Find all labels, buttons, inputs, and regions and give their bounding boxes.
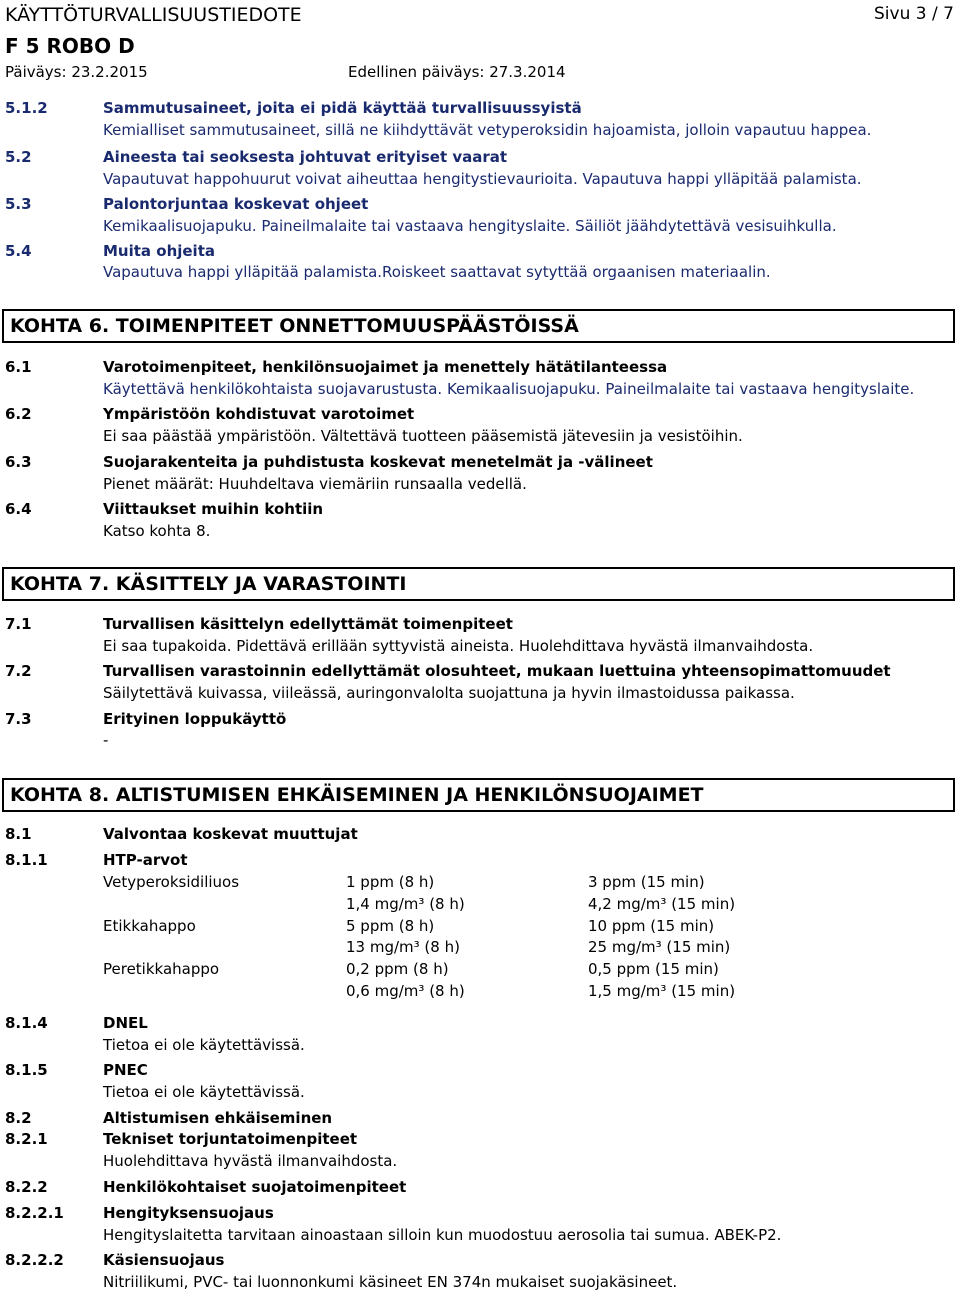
item-title: Muita ohjeita: [103, 242, 215, 260]
item-number: 8.2.2.2: [5, 1251, 64, 1269]
item-number: 8.2.2: [5, 1178, 48, 1196]
item-title: Suojarakenteita ja puhdistusta koskevat menetelmät ja -välineet: [103, 453, 653, 471]
item-text: Hengityslaitetta tarvitaan ainoastaan silloin kun muodostuu aerosolia tai sumua. ABEK-P2.: [103, 1226, 782, 1244]
htp-stel: 25 mg/m³ (15 min): [588, 938, 731, 956]
item-title: Hengityksensuojaus: [103, 1204, 274, 1222]
item-text: Tietoa ei ole käytettävissä.: [103, 1036, 305, 1054]
item-number: 5.4: [5, 242, 32, 260]
item-number: 7.3: [5, 710, 32, 728]
item-title: Henkilökohtaiset suojatoimenpiteet: [103, 1178, 407, 1196]
item-text: Säilytettävä kuivassa, viileässä, auringonvalolta suojattuna ja hyvin ilmastoidussa paikassa.: [103, 684, 795, 702]
htp-twa: 0,6 mg/m³ (8 h): [346, 982, 465, 1000]
item-number: 8.1.4: [5, 1014, 48, 1032]
item-title: Tekniset torjuntatoimenpiteet: [103, 1130, 358, 1148]
item-title: DNEL: [103, 1014, 148, 1032]
section-6-heading: [2, 309, 955, 343]
item-number: 6.1: [5, 358, 32, 376]
item-text: Huolehdittava hyvästä ilmanvaihdosta.: [103, 1152, 398, 1170]
item-title: Palontorjuntaa koskevat ohjeet: [103, 195, 369, 213]
item-text: Kemikaalisuojapuku. Paineilmalaite tai vastaava hengityslaite. Säiliöt jäähdytettävä vesisuihkulla.: [103, 217, 837, 235]
document-title: KÄYTTÖTURVALLISUUSTIEDOTE: [5, 4, 302, 26]
item-title: Viittaukset muihin kohtiin: [103, 500, 324, 518]
item-title: Valvontaa koskevat muuttujat: [103, 825, 358, 843]
page-number: Sivu 3 / 7: [874, 4, 954, 24]
item-title: Varotoimenpiteet, henkilönsuojaimet ja menettely hätätilanteessa: [103, 358, 668, 376]
item-text: Vapautuvat happohuurut voivat aiheuttaa hengitystievaurioita. Vapautuva happi ylläpitää palamista.: [103, 170, 862, 188]
item-number: 8.2.1: [5, 1130, 48, 1148]
htp-twa: 1,4 mg/m³ (8 h): [346, 895, 465, 913]
item-text: Ei saa päästää ympäristöön. Vältettävä tuotteen pääsemistä jätevesiin ja vesistöihin.: [103, 427, 743, 445]
section-heading-text: KOHTA 8. ALTISTUMISEN EHKÄISEMINEN JA HENKILÖNSUOJAIMET: [10, 784, 704, 806]
htp-twa: 5 ppm (8 h): [346, 917, 435, 935]
item-number: 5.1.2: [5, 99, 48, 117]
item-text: Ei saa tupakoida. Pidettävä erillään syttyvistä aineista. Huolehdittava hyvästä ilmanvaihdosta.: [103, 637, 814, 655]
item-number: 7.2: [5, 662, 32, 680]
item-title: Aineesta tai seoksesta johtuvat erityiset vaarat: [103, 148, 508, 166]
htp-substance: Vetyperoksidiliuos: [103, 873, 240, 891]
document-date: Päiväys: 23.2.2015: [5, 63, 148, 81]
section-heading-text: KOHTA 7. KÄSITTELY JA VARASTOINTI: [10, 573, 407, 595]
item-text: Tietoa ei ole käytettävissä.: [103, 1083, 305, 1101]
item-title: Käsiensuojaus: [103, 1251, 225, 1269]
item-text: Käytettävä henkilökohtaista suojavarustusta. Kemikaalisuojapuku. Paineilmalaite tai vastaava hengityslaite.: [103, 380, 915, 398]
item-text: -: [103, 731, 109, 749]
htp-stel: 10 ppm (15 min): [588, 917, 715, 935]
item-number: 5.3: [5, 195, 32, 213]
htp-stel: 3 ppm (15 min): [588, 873, 705, 891]
product-name: F 5 ROBO D: [5, 34, 135, 58]
item-text: Katso kohta 8.: [103, 522, 211, 540]
item-number: 7.1: [5, 615, 32, 633]
item-number: 6.3: [5, 453, 32, 471]
htp-stel: 0,5 ppm (15 min): [588, 960, 719, 978]
item-text: Nitriilikumi, PVC- tai luonnonkumi käsineet EN 374n mukaiset suojakäsineet.: [103, 1273, 678, 1291]
item-number: 6.2: [5, 405, 32, 423]
item-title: PNEC: [103, 1061, 148, 1079]
section-8-heading: [2, 778, 955, 812]
section-7-heading: [2, 567, 955, 601]
htp-twa: 13 mg/m³ (8 h): [346, 938, 460, 956]
item-number: 8.2.2.1: [5, 1204, 64, 1222]
item-number: 8.1: [5, 825, 32, 843]
htp-stel: 1,5 mg/m³ (15 min): [588, 982, 736, 1000]
item-number: 5.2: [5, 148, 32, 166]
htp-twa: 1 ppm (8 h): [346, 873, 435, 891]
section-heading-text: KOHTA 6. TOIMENPITEET ONNETTOMUUSPÄÄSTÖISSÄ: [10, 315, 579, 337]
htp-substance: Peretikkahappo: [103, 960, 220, 978]
item-title: Erityinen loppukäyttö: [103, 710, 287, 728]
previous-date: Edellinen päiväys: 27.3.2014: [348, 63, 566, 81]
item-title: HTP-arvot: [103, 851, 188, 869]
item-number: 8.1.5: [5, 1061, 48, 1079]
item-text: Pienet määrät: Huuhdeltava viemäriin runsaalla vedellä.: [103, 475, 527, 493]
item-number: 8.1.1: [5, 851, 48, 869]
item-text: Kemialliset sammutusaineet, sillä ne kiihdyttävät vetyperoksidin hajoamista, jolloin vapautuu happea.: [103, 121, 872, 139]
htp-stel: 4,2 mg/m³ (15 min): [588, 895, 736, 913]
item-title: Turvallisen varastoinnin edellyttämät olosuhteet, mukaan luettuina yhteensopimattomuudet: [103, 662, 891, 680]
item-number: 6.4: [5, 500, 32, 518]
htp-twa: 0,2 ppm (8 h): [346, 960, 449, 978]
item-title: Sammutusaineet, joita ei pidä käyttää turvallisuussyistä: [103, 99, 582, 117]
item-text: Vapautuva happi ylläpitää palamista.Roiskeet saattavat sytyttää orgaanisen materiaalin.: [103, 263, 771, 281]
htp-substance: Etikkahappo: [103, 917, 196, 935]
item-title: Altistumisen ehkäiseminen: [103, 1109, 333, 1127]
item-title: Ympäristöön kohdistuvat varotoimet: [103, 405, 415, 423]
item-number: 8.2: [5, 1109, 32, 1127]
item-title: Turvallisen käsittelyn edellyttämät toimenpiteet: [103, 615, 513, 633]
